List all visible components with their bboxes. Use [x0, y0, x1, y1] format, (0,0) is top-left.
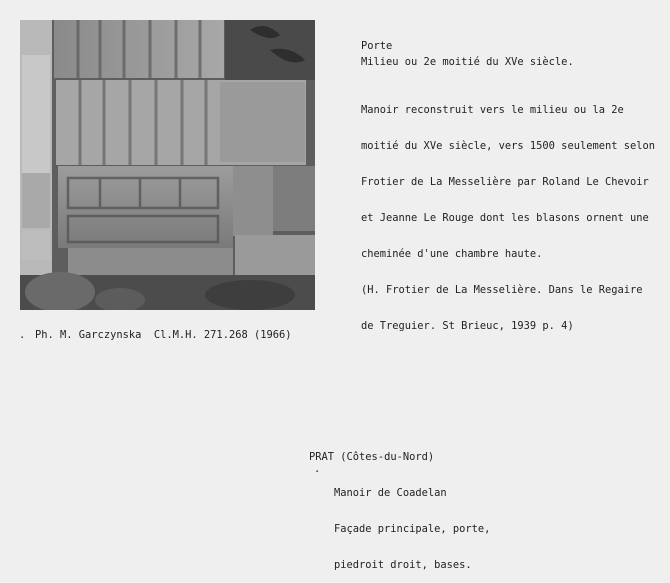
stone-masonry-illustration	[20, 20, 315, 310]
description-line: cheminée d'une chambre haute.	[361, 248, 543, 260]
location-block	[309, 427, 490, 583]
description-line: et Jeanne Le Rouge dont les blasons ornent une	[361, 212, 649, 224]
location-detail-2: piedroit droit, bases.	[334, 559, 472, 571]
photo-stone-doorway	[20, 20, 315, 310]
location-place: PRAT (Côtes-du-Nord)	[309, 451, 435, 463]
location-detail-1: Façade principale, porte,	[334, 523, 491, 535]
description-line: de Treguier. St Brieuc, 1939 p. 4)	[361, 320, 574, 332]
description-line: Frotier de La Messelière par Roland Le Chevoir	[361, 176, 649, 188]
description-line: (H. Frotier de La Messelière. Dans le Regaire	[361, 284, 643, 296]
photo-credit	[35, 329, 292, 341]
caption-date: Milieu ou 2e moitié du XVe siècle.	[361, 56, 574, 68]
description-line: moitié du XVe siècle, vers 1500 seulement selon	[361, 140, 656, 152]
caption-description	[361, 80, 655, 344]
location-building: Manoir de Coadelan	[334, 487, 447, 499]
photographer-name: Ph. M. Garczynska	[35, 329, 142, 341]
bullet-dot: .	[314, 463, 321, 475]
description-line: Manoir reconstruit vers le milieu ou la 2e	[361, 104, 624, 116]
bullet-dot: .	[19, 329, 26, 341]
catalog-reference: Cl.M.H. 271.268 (1966)	[153, 329, 292, 341]
caption-title: Porte	[361, 40, 393, 52]
